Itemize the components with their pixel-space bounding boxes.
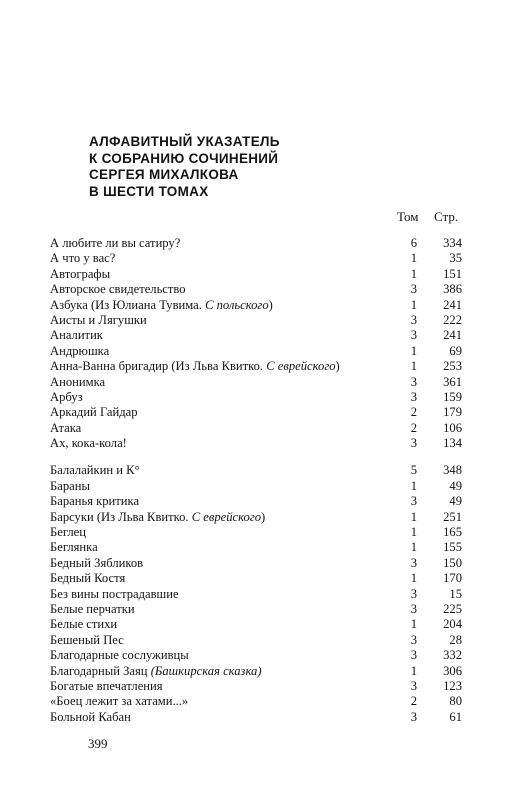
index-entry xyxy=(50,344,462,359)
entry-title-text: Баранья критика xyxy=(50,494,140,509)
entry-volume: 3 xyxy=(410,436,417,451)
entry-title xyxy=(50,494,139,509)
entry-title xyxy=(50,694,188,709)
entry-title-tail: ) xyxy=(268,297,273,312)
entry-title xyxy=(50,328,103,343)
index-entry xyxy=(50,494,462,509)
entry-volume: 1 xyxy=(410,266,417,281)
entry-title-text: Анна-Ванна бригадир (Из Льва Квитко. xyxy=(50,359,267,374)
index-entry xyxy=(50,236,462,251)
entry-title xyxy=(50,664,262,679)
entry-title xyxy=(50,375,105,390)
entry-title-text: Благодарный Заяц xyxy=(50,663,151,678)
entry-page: 204 xyxy=(443,617,462,632)
entry-page: 165 xyxy=(443,525,462,540)
entry-title xyxy=(50,479,90,494)
entry-title xyxy=(50,267,110,282)
entry-title xyxy=(50,571,125,586)
entry-title-text: Андрюшка xyxy=(50,343,110,358)
entry-title-text: Барсуки (Из Льва Квитко. xyxy=(50,509,192,524)
index-entry xyxy=(50,251,462,266)
entry-title xyxy=(50,540,98,555)
entry-volume: 3 xyxy=(410,282,417,297)
heading-line-2: К СОБРАНИЮ СОЧИНЕНИЙ xyxy=(89,150,279,166)
index-entry xyxy=(50,556,462,571)
entry-title xyxy=(50,251,115,266)
entry-title-text: А любите ли вы сатиру? xyxy=(50,236,181,250)
column-header-volume: Том xyxy=(397,209,419,224)
entry-page: 334 xyxy=(443,236,462,250)
entry-title xyxy=(50,587,179,602)
entry-title-text: Благодарные сослуживцы xyxy=(50,648,189,663)
entry-volume: 1 xyxy=(410,343,417,358)
entry-title xyxy=(50,405,138,420)
entry-page: 170 xyxy=(443,571,462,586)
entry-title-text: Бедный Зябликов xyxy=(50,555,144,570)
entry-volume: 1 xyxy=(410,617,417,632)
entry-title xyxy=(50,648,189,663)
index-entry xyxy=(50,267,462,282)
index-heading xyxy=(89,134,280,200)
entry-page: 306 xyxy=(443,663,462,678)
heading-line-1: АЛФАВИТНЫЙ УКАЗАТЕЛЬ xyxy=(89,134,280,149)
entry-title xyxy=(50,633,124,648)
entry-title-text: Белые перчатки xyxy=(50,601,135,616)
entry-volume: 3 xyxy=(410,555,417,570)
entry-title-text: Атака xyxy=(50,420,82,435)
entry-title-text: Балалайкин и К° xyxy=(50,463,140,478)
entry-title xyxy=(50,236,180,251)
entry-volume: 3 xyxy=(410,586,417,601)
entry-title-text: Анонимка xyxy=(50,374,106,389)
index-entry xyxy=(50,282,462,297)
index-entry xyxy=(50,463,462,478)
entry-title-tail: ) xyxy=(261,509,266,524)
index-entry xyxy=(50,298,462,313)
entry-volume: 2 xyxy=(410,420,417,435)
index-entry xyxy=(50,587,462,602)
entry-title-text: Ах, кока-кола! xyxy=(50,436,127,451)
entry-title xyxy=(50,344,109,359)
entry-volume: 3 xyxy=(410,312,417,327)
entry-page: 253 xyxy=(443,359,462,374)
entry-page: 348 xyxy=(443,463,462,478)
entry-volume: 1 xyxy=(410,509,417,524)
entry-page: 123 xyxy=(443,678,462,693)
entry-page: 69 xyxy=(449,343,462,358)
index-entry xyxy=(50,648,462,663)
entry-title-text: Белые стихи xyxy=(50,617,118,632)
entry-page: 222 xyxy=(443,312,462,327)
entry-title-text: Аисты и Лягушки xyxy=(50,312,147,327)
entry-title xyxy=(50,436,127,451)
entry-page: 361 xyxy=(443,374,462,389)
column-header-page: Стр. xyxy=(434,209,459,224)
entry-volume: 2 xyxy=(410,694,417,709)
entry-title-text: Бараны xyxy=(50,478,90,493)
entry-page: 332 xyxy=(443,648,462,663)
entry-volume: 1 xyxy=(410,540,417,555)
index-entry xyxy=(50,617,462,632)
index-entry xyxy=(50,359,462,374)
entry-volume: 3 xyxy=(410,648,417,663)
entry-page: 241 xyxy=(443,328,462,343)
entry-title-text: Аркадий Гайдар xyxy=(50,405,138,420)
entry-title-text: А что у вас? xyxy=(50,251,116,266)
entry-page: 49 xyxy=(449,494,462,509)
entry-title-note: С еврейского xyxy=(266,359,336,374)
entry-volume: 3 xyxy=(410,328,417,343)
entry-title-text: Арбуз xyxy=(50,389,83,404)
entry-page: 386 xyxy=(443,282,462,297)
index-entry xyxy=(50,479,462,494)
entry-title-text: Автографы xyxy=(50,266,111,281)
heading-line-3: СЕРГЕЯ МИХАЛКОВА xyxy=(89,167,239,182)
index-entry xyxy=(50,405,462,420)
entry-page: 225 xyxy=(443,601,462,616)
entry-volume: 1 xyxy=(410,251,417,266)
entry-volume: 1 xyxy=(410,525,417,540)
entry-page: 251 xyxy=(443,509,462,524)
entry-page: 15 xyxy=(449,586,462,601)
entry-volume: 5 xyxy=(410,463,417,478)
index-entry xyxy=(50,602,462,617)
entry-title xyxy=(50,602,135,617)
entry-title xyxy=(50,510,265,525)
entry-title-text: Бедный Костя xyxy=(50,571,126,586)
entry-volume: 3 xyxy=(410,494,417,509)
entry-page: 151 xyxy=(443,266,462,281)
entry-title-text: Без вины пострадавшие xyxy=(50,586,179,601)
entry-page: 35 xyxy=(449,251,462,266)
entry-title xyxy=(50,359,340,374)
entry-title-note: С польского xyxy=(205,297,269,312)
index-entry xyxy=(50,390,462,405)
entry-page: 134 xyxy=(443,436,462,451)
entry-page: 155 xyxy=(443,540,462,555)
entry-title-text: Больной Кабан xyxy=(50,709,131,724)
page-number: 399 xyxy=(88,736,108,751)
index-entry xyxy=(50,375,462,390)
entry-title-text: Беглянка xyxy=(50,540,98,555)
entry-title xyxy=(50,617,117,632)
index-entry xyxy=(50,328,462,343)
entry-page: 179 xyxy=(443,405,462,420)
entry-page: 106 xyxy=(443,420,462,435)
entry-title-tail: ) xyxy=(335,359,340,374)
entry-volume: 1 xyxy=(410,297,417,312)
index-entry xyxy=(50,710,462,725)
entry-title xyxy=(50,421,81,436)
entry-title xyxy=(50,282,186,297)
index-entry xyxy=(50,313,462,328)
entry-title xyxy=(50,556,143,571)
entry-title xyxy=(50,710,131,725)
entry-page: 150 xyxy=(443,555,462,570)
entry-volume: 3 xyxy=(410,632,417,647)
entry-page: 49 xyxy=(449,478,462,493)
index-entry xyxy=(50,436,462,451)
entry-title xyxy=(50,313,147,328)
entry-title-text: Бешеный Пес xyxy=(50,632,124,647)
entry-volume: 3 xyxy=(410,601,417,616)
index-entry xyxy=(50,571,462,586)
entry-title-text: Азбука (Из Юлиана Тувима. xyxy=(50,297,206,312)
section-gap xyxy=(50,451,462,463)
entry-volume: 1 xyxy=(410,571,417,586)
entry-volume: 1 xyxy=(410,478,417,493)
entry-volume: 3 xyxy=(410,389,417,404)
index-entry xyxy=(50,540,462,555)
index-entry xyxy=(50,694,462,709)
entry-volume: 3 xyxy=(410,709,417,724)
entry-title xyxy=(50,298,273,313)
entry-page: 28 xyxy=(449,632,462,647)
index-entry xyxy=(50,525,462,540)
entry-volume: 1 xyxy=(410,663,417,678)
index-list xyxy=(50,236,462,725)
entry-page: 159 xyxy=(443,389,462,404)
entry-title-note: С еврейского xyxy=(191,509,262,524)
entry-title-text: Богатые впечатления xyxy=(50,678,163,693)
entry-title xyxy=(50,679,163,694)
entry-title xyxy=(50,525,86,540)
index-entry xyxy=(50,664,462,679)
index-entry xyxy=(50,633,462,648)
entry-volume: 6 xyxy=(410,236,417,250)
entry-title-note: (Башкирская сказка) xyxy=(150,663,262,678)
entry-page: 61 xyxy=(449,709,462,724)
index-entry xyxy=(50,421,462,436)
index-entry xyxy=(50,679,462,694)
index-entry xyxy=(50,510,462,525)
entry-title-text: «Боец лежит за хатами...» xyxy=(50,694,189,709)
entry-volume: 3 xyxy=(410,374,417,389)
entry-title-text: Аналитик xyxy=(50,328,103,343)
entry-volume: 1 xyxy=(410,359,417,374)
entry-volume: 3 xyxy=(410,678,417,693)
entry-title xyxy=(50,463,140,478)
entry-title-text: Беглец xyxy=(50,525,86,540)
heading-line-4: В ШЕСТИ ТОМАХ xyxy=(89,183,209,199)
entry-title xyxy=(50,390,83,405)
entry-title-text: Авторское свидетельство xyxy=(50,282,186,297)
entry-page: 80 xyxy=(449,694,462,709)
entry-volume: 2 xyxy=(410,405,417,420)
entry-page: 241 xyxy=(443,297,462,312)
